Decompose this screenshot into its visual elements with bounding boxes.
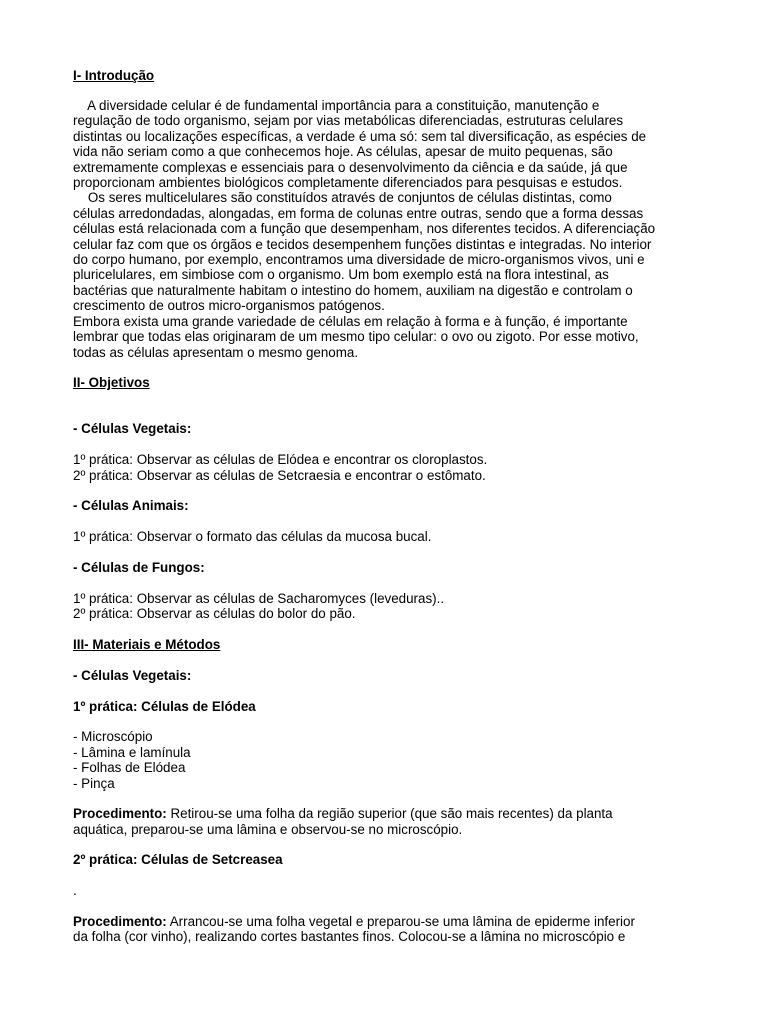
intro-line: crescimento de outros micro-organismos patógenos. bbox=[73, 298, 385, 313]
objective-item: 2º prática: Observar as células de Setcraesia e encontrar o estômato. bbox=[73, 468, 486, 483]
objective-item: 2º prática: Observar as células do bolor do pão. bbox=[73, 606, 356, 621]
material-item: - Microscópio bbox=[73, 729, 153, 744]
intro-line: células arredondadas, alongadas, em forma de colunas entre outras, sendo que a forma dessas bbox=[73, 206, 644, 221]
intro-line: lembrar que todas elas originaram de um mesmo tipo celular: o ovo ou zigoto. Por esse motivo, bbox=[73, 329, 639, 344]
intro-line: Os seres multicelulares são constituídos através de conjuntos de células distintas, como bbox=[73, 190, 612, 205]
objective-item: 1º prática: Observar as células de Elódea e encontrar os cloroplastos. bbox=[73, 452, 488, 467]
methods-heading: III- Materiais e Métodos bbox=[73, 637, 221, 652]
intro-line: regulação de todo organismo, sejam por vias metabólicas diferenciadas, estruturas celulares bbox=[73, 113, 624, 128]
practice1-heading: 1º prática: Células de Elódea bbox=[73, 699, 256, 714]
procedure-label: Procedimento: bbox=[73, 914, 167, 929]
procedure-text: Retirou-se uma folha da região superior (que são mais recentes) da planta bbox=[166, 806, 613, 821]
objective-item: 1º prática: Observar o formato das células da mucosa bucal. bbox=[73, 529, 432, 544]
practice2-heading: 2º prática: Células de Setcreasea bbox=[73, 852, 283, 867]
material-item: - Folhas de Elódea bbox=[73, 760, 186, 775]
intro-line: do corpo humano, por exemplo, encontramos uma diversidade de micro-organismos vivos, uni e bbox=[73, 252, 645, 267]
procedure-label: Procedimento: bbox=[73, 806, 167, 821]
intro-line: proporcionam ambientes biológicos completamente diferenciados para pesquisas e estudos. bbox=[73, 175, 623, 190]
objectives-vegetal-heading: - Células Vegetais: bbox=[73, 421, 192, 436]
stray-dot: . bbox=[73, 883, 77, 898]
intro-line: extremamente complexas e essenciais para o desenvolvimento da ciência e da saúde, já que bbox=[73, 160, 628, 175]
intro-line: celular faz com que os órgãos e tecidos desempenhem funções distintas e integradas. No interior bbox=[73, 237, 652, 252]
intro-line: pluricelulares, em simbiose com o organismo. Um bom exemplo está na flora intestinal, as bbox=[73, 267, 609, 282]
intro-heading: I- Introdução bbox=[73, 68, 155, 83]
intro-line: bactérias que naturalmente habitam o intestino do homem, auxiliam na digestão e controlam o bbox=[73, 283, 633, 298]
intro-line: células está relacionada com a função que desempenham, nos diferentes tecidos. A diferenciação bbox=[73, 221, 656, 236]
procedure-text: Arrancou-se uma folha vegetal e preparou-se uma lâmina de epiderme inferior bbox=[166, 914, 635, 929]
material-item: - Lâmina e lamínula bbox=[73, 745, 191, 760]
intro-line: Embora exista uma grande variedade de células em relação à forma e à função, é importante bbox=[73, 314, 628, 329]
intro-line: distintas ou localizações específicas, a verdade é uma só: sem tal diversificação, as espécies de bbox=[73, 129, 647, 144]
material-item: - Pinça bbox=[73, 776, 115, 791]
procedure-text: aquática, preparou-se uma lâmina e observou-se no microscópio. bbox=[73, 822, 463, 837]
objective-item: 1º prática: Observar as células de Sacharomyces (leveduras).. bbox=[73, 591, 445, 606]
practice2-procedure bbox=[73, 914, 635, 929]
methods-vegetal-heading: - Células Vegetais: bbox=[73, 668, 192, 683]
practice1-procedure bbox=[73, 806, 613, 821]
objectives-heading: II- Objetivos bbox=[73, 375, 150, 390]
intro-line: vida não seriam como a que conhecemos hoje. As células, apesar de muito pequenas, são bbox=[73, 144, 613, 159]
procedure-text: da folha (cor vinho), realizando cortes bastantes finos. Colocou-se a lâmina no microscópio e bbox=[73, 929, 626, 944]
intro-line: A diversidade celular é de fundamental importância para a constituição, manutenção e bbox=[73, 98, 600, 113]
objectives-fungi-heading: - Células de Fungos: bbox=[73, 560, 205, 575]
intro-line: todas as células apresentam o mesmo genoma. bbox=[73, 345, 359, 360]
objectives-animal-heading: - Células Animais: bbox=[73, 498, 189, 513]
